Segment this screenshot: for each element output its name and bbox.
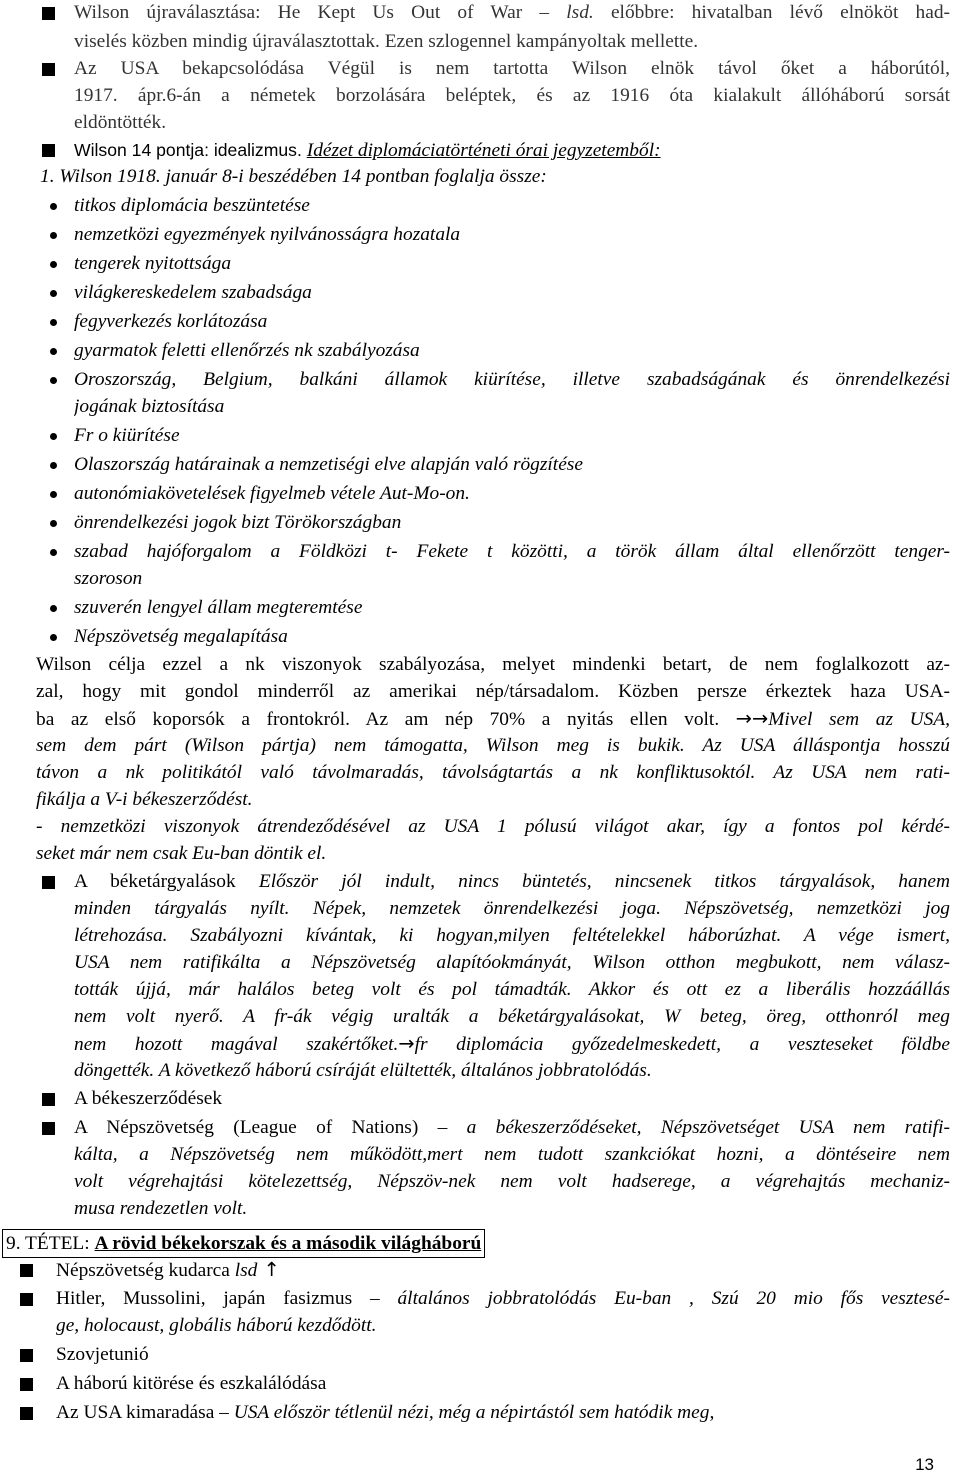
text-run: A Népszövetség (League of Nations) – xyxy=(74,1117,467,1138)
text-run: lsd. xyxy=(566,2,594,23)
text-line xyxy=(74,869,950,895)
text-run: Fr o kiürítése xyxy=(74,425,180,446)
text-run: fegyverkezés korlátozása xyxy=(74,311,268,332)
text-line xyxy=(56,1371,950,1397)
text-line xyxy=(74,1031,950,1058)
round-bullet-icon xyxy=(50,348,57,355)
text-run: seket már nem csak Eu-ban döntik el. xyxy=(36,843,327,864)
heading-number: 9. TÉTEL: xyxy=(6,1233,95,1254)
text-run: Wilson 14 pontja: idealizmus. xyxy=(74,140,307,160)
text-run: Wilson célja ezzel a nk viszonyok szabályozása, melyet mindenki betart, de nem foglalkozott az- xyxy=(36,654,950,675)
round-bullet-icon xyxy=(50,634,57,641)
text-run: Az USA nem rati- xyxy=(755,762,950,783)
text-line xyxy=(36,706,950,733)
text-run: Wilson újraválasztása: He Kept Us Out of War – xyxy=(74,2,567,23)
text-run: Az USA álláspontja hosszú xyxy=(684,735,950,756)
square-bullet-icon xyxy=(42,1122,55,1135)
round-bullet-icon xyxy=(50,261,57,268)
text-line xyxy=(74,367,950,393)
text-run: sem dem párt (Wilson pártja) nem támogatta, Wilson meg is bukik. xyxy=(36,735,685,756)
square-bullet-icon xyxy=(42,144,55,157)
text-run: Szovjetunió xyxy=(56,1344,149,1365)
square-bullet-icon xyxy=(20,1264,33,1277)
text-line xyxy=(74,1115,950,1141)
text-run: A békeszerződések xyxy=(74,1088,223,1109)
text-run: viselés közben mindig újraválasztottak. Ezen szlogennel kampányoltak mellette. xyxy=(74,31,699,52)
text-run: január 8-i beszédében 14 pontban foglalja össze: xyxy=(165,166,547,187)
round-bullet-icon xyxy=(50,232,57,239)
text-line xyxy=(74,110,950,136)
round-bullet-icon xyxy=(50,605,57,612)
text-line xyxy=(74,56,950,82)
text-run: Mivel sem az USA, xyxy=(768,709,950,730)
text-line xyxy=(36,787,950,813)
text-run: Először jól indult, nincs büntetés, nincsenek titkos tárgyalások, hanem xyxy=(258,871,950,892)
text-run: szoroson xyxy=(74,568,143,589)
text-run: nemzetközi egyezmények nyilvánosságra hozatala xyxy=(74,224,461,245)
round-bullet-icon xyxy=(50,549,57,556)
text-line xyxy=(74,896,950,922)
square-bullet-icon xyxy=(42,876,55,889)
text-run: nem hozott magával szakértőket. xyxy=(74,1034,399,1055)
text-line xyxy=(36,679,950,705)
text-line xyxy=(74,29,950,55)
round-bullet-icon xyxy=(50,290,57,297)
text-line xyxy=(36,760,950,786)
text-run: ge, holocaust, globális háború kezdődött. xyxy=(56,1315,377,1336)
text-run: A béketárgyalások xyxy=(74,871,259,892)
text-run: Az USA kimaradása – xyxy=(56,1402,234,1423)
square-bullet-icon xyxy=(42,1093,55,1106)
text-line xyxy=(74,1196,950,1222)
text-line xyxy=(74,309,950,335)
text-line xyxy=(74,1086,950,1112)
square-bullet-icon xyxy=(42,7,55,20)
text-run: Hitler, Mussolini, japán fasizmus – xyxy=(56,1288,398,1309)
text-run: létrehozása. Szabályozni kívántak, ki hogyan,milyen feltételekkel háborúzhat. A vége ismert, xyxy=(74,925,950,946)
text-run: Olaszország határainak a nemzetiségi elve alapján való rögzítése xyxy=(74,454,583,475)
text-line xyxy=(56,1257,950,1284)
text-run: ↑ xyxy=(257,1258,280,1281)
text-run: világkereskedelem szabadsága xyxy=(74,282,312,303)
text-run: Idézet diplomáciatörténeti órai jegyzetemből: xyxy=(306,140,661,161)
text-run: a békeszerződéseket, Népszövetséget USA nem ratifi- xyxy=(466,1117,950,1138)
text-run: minden tárgyalás nyílt. Népek, nemzetek önrendelkezési joga. Népszövetség, nemzetközi jog xyxy=(74,898,950,919)
text-line xyxy=(56,1286,950,1312)
round-bullet-icon xyxy=(50,462,57,469)
text-run: →→ xyxy=(735,707,769,730)
text-line xyxy=(74,338,950,364)
text-line xyxy=(74,452,950,478)
text-line xyxy=(36,652,950,678)
text-line xyxy=(74,1142,950,1168)
text-line xyxy=(74,394,950,420)
text-run: Népszövetség kudarca xyxy=(56,1260,235,1281)
heading-title: A rövid békekorszak és a második világháború xyxy=(94,1233,482,1254)
round-bullet-icon xyxy=(50,433,57,440)
text-run: 1917. ápr.6-án a németek borzolására beléptek, és az 1916 óta kialakult állóháború sorsát xyxy=(74,85,950,106)
text-line xyxy=(74,510,950,536)
text-line xyxy=(74,222,950,248)
text-line xyxy=(74,0,950,26)
square-bullet-icon xyxy=(20,1293,33,1306)
text-run: 1. Wilson 1918. xyxy=(40,166,166,187)
text-run: zal, hogy mit gondol minderről az amerikai nép/társadalom. Közben persze érkeztek haza USA- xyxy=(36,681,950,702)
round-bullet-icon xyxy=(50,520,57,527)
text-run: - nemzetközi viszonyok átrendeződésével az USA 1 pólusú világot akar, így a fontos pol kérdé- xyxy=(36,816,950,837)
text-run: ba az első koporsók a frontokról. Az am nép 70% a nyitás ellen volt. xyxy=(36,709,736,730)
text-run: tengerek nyitottsága xyxy=(74,253,232,274)
text-run: Népszövetség megalapítása xyxy=(74,626,288,647)
text-run: musa rendezetlen volt. xyxy=(74,1198,248,1219)
text-line xyxy=(36,733,950,759)
text-run: általános jobbratolódás Eu-ban , Szú 20 mio fős vesztesé- xyxy=(397,1288,950,1309)
round-bullet-icon xyxy=(50,319,57,326)
text-run: döngették. A következő háború csíráját elültették, általános jobbratolódás. xyxy=(74,1060,652,1081)
text-line xyxy=(74,137,950,164)
text-line xyxy=(36,841,950,867)
round-bullet-icon xyxy=(50,203,57,210)
text-run: kálta, a Népszövetség nem működött,mert nem tudott szankciókat hozni, a döntéseire nem xyxy=(74,1144,950,1165)
text-run: szuverén lengyel állam megteremtése xyxy=(74,597,363,618)
text-line xyxy=(74,481,950,507)
text-line xyxy=(74,950,950,976)
square-bullet-icon xyxy=(42,63,55,76)
text-line xyxy=(56,1342,950,1368)
text-run: USA először tétlenül nézi, még a népirtástól sem hatódik meg, xyxy=(233,1402,715,1423)
round-bullet-icon xyxy=(50,491,57,498)
text-run: szabad hajóforgalom a Földközi t- Fekete t közötti, a török állam által ellenőrzött tenger- xyxy=(74,541,950,562)
text-line xyxy=(74,595,950,621)
text-line xyxy=(74,923,950,949)
square-bullet-icon xyxy=(20,1378,33,1391)
text-line xyxy=(74,566,950,592)
text-line xyxy=(74,539,950,565)
round-bullet-icon xyxy=(50,377,57,384)
text-run: fr diplomácia győzedelmeskedett, a veszteseket földbe xyxy=(414,1034,950,1055)
text-run: önrendelkezési jogok bizt Törökországban xyxy=(74,512,402,533)
square-bullet-icon xyxy=(20,1407,33,1420)
text-run: Az USA bekapcsolódása Végül is nem tartotta Wilson elnök távol őket a háborútól, xyxy=(74,58,950,79)
text-line xyxy=(74,83,950,109)
text-run: nem volt nyerő. A fr-ák végig uralták a béketárgyalásokat, W beteg, öreg, otthonról meg xyxy=(74,1006,950,1027)
text-run: volt végrehajtási kötelezettség, Népszöv-nek nem volt hadserege, a végrehajtás mechaniz- xyxy=(74,1171,950,1192)
text-run: → xyxy=(398,1032,415,1055)
page-number: 13 xyxy=(915,1455,934,1474)
text-line xyxy=(74,1004,950,1030)
text-run: titkos diplomácia beszüntetése xyxy=(74,195,310,216)
text-run: autonómiakövetelések figyelmeb vétele Aut-Mo-on. xyxy=(74,483,470,504)
text-line xyxy=(74,280,950,306)
text-run: előbbre: hivatalban lévő elnököt had- xyxy=(593,2,950,23)
text-run: távon a nk politikától való távolmaradás, távolságtartás a nk konfliktusoktól. xyxy=(36,762,756,783)
text-run: eldöntötték. xyxy=(74,112,167,133)
text-line xyxy=(74,251,950,277)
text-run: USA nem ratifikálta a Népszövetség alapítóokmányát, Wilson otthon megbukott, nem válasz- xyxy=(74,952,950,973)
text-line xyxy=(74,193,950,219)
text-run: gyarmatok feletti ellenőrzés nk szabályozása xyxy=(74,340,420,361)
text-line xyxy=(74,1169,950,1195)
text-line xyxy=(40,164,950,190)
text-run: tották újjá, már halálos beteg volt és pol támadták. Akkor és ott ez a liberális hozzáállás xyxy=(74,979,950,1000)
text-run: fikálja a V-i békeszerződést. xyxy=(36,789,253,810)
text-line xyxy=(56,1313,950,1339)
section-heading xyxy=(2,1229,485,1258)
text-line xyxy=(74,1058,950,1084)
text-run: A háború kitörése és eszkalálódása xyxy=(56,1373,327,1394)
text-run: lsd xyxy=(234,1260,258,1281)
square-bullet-icon xyxy=(20,1349,33,1362)
text-line xyxy=(74,624,950,650)
text-run: jogának biztosítása xyxy=(74,396,225,417)
text-line xyxy=(74,423,950,449)
text-run: Oroszország, Belgium, balkáni államok kiürítése, illetve szabadságának és önrendelkezési xyxy=(74,369,950,390)
text-line xyxy=(36,814,950,840)
text-line xyxy=(56,1400,950,1426)
text-line xyxy=(74,977,950,1003)
